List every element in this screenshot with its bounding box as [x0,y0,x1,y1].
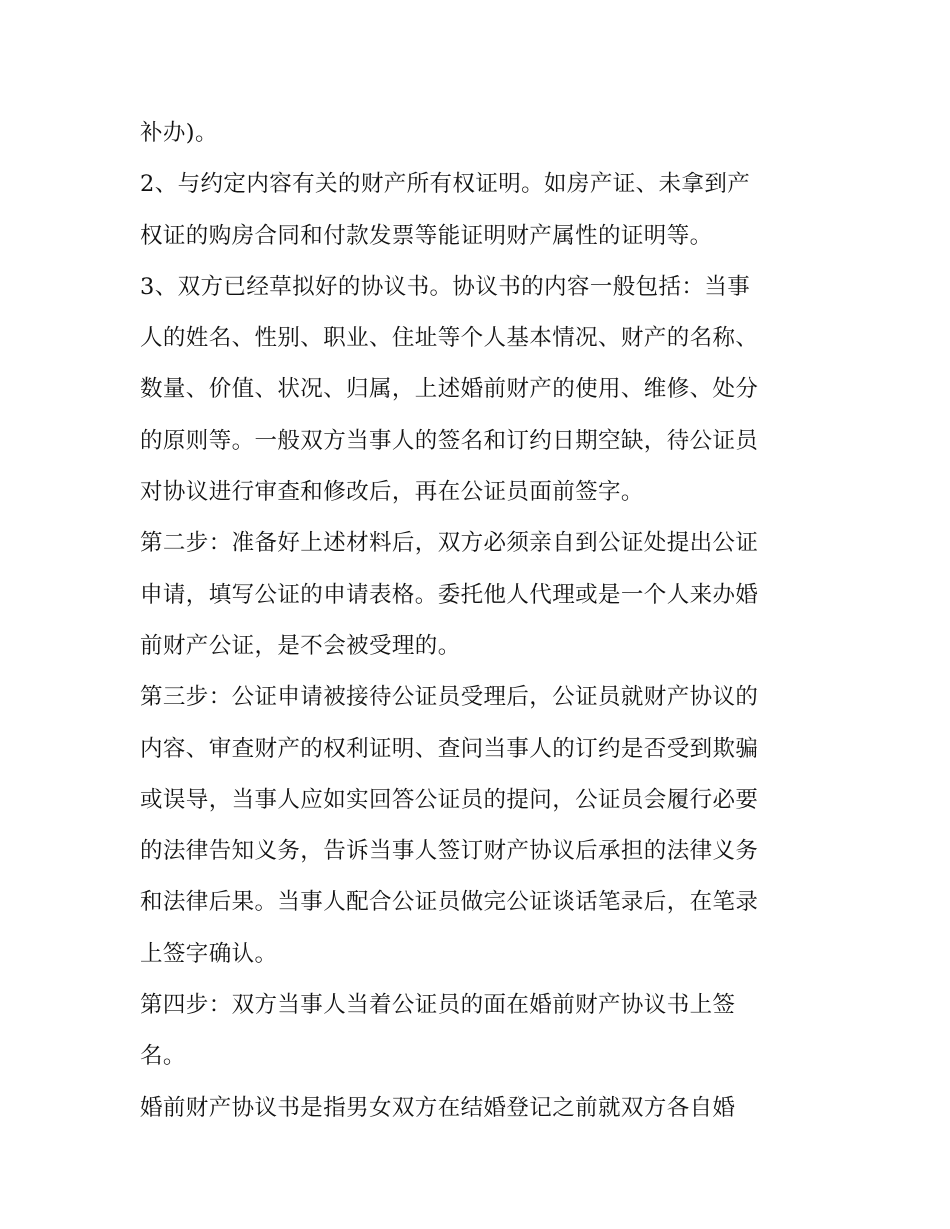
text-line: 上签字确认。 [140,940,278,967]
text-line: 权证的购房合同和付款发票等能证明财产属性的证明等。 [140,222,713,249]
text-line: 和法律后果。当事人配合公证员做完公证谈话笔录后，在笔录 [140,889,759,916]
text-line: 第二步：准备好上述材料后，双方必须亲自到公证处提出公证 [140,530,759,557]
text-line: 婚前财产协议书是指男女双方在结婚登记之前就双方各自婚 [140,1094,736,1121]
text-line: 人的姓名、性别、职业、住址等个人基本情况、财产的名称、 [140,325,759,352]
text-line: 第四步：双方当事人当着公证员的面在婚前财产协议书上签 [140,992,736,1019]
text-line: 或误导，当事人应如实回答公证员的提问，公证员会履行必要 [140,786,759,813]
text-line: 前财产公证，是不会被受理的。 [140,632,461,659]
text-line: 数量、价值、状况、归属，上述婚前财产的使用、维修、处分 [140,376,759,403]
document-body [140,108,820,1134]
text-line: 3、双方已经草拟好的协议书。协议书的内容一般包括：当事 [140,273,751,300]
text-line: 名。 [140,1043,186,1070]
text-line: 内容、审查财产的权利证明、查问当事人的订约是否受到欺骗 [140,735,759,762]
text-line: 申请，填写公证的申请表格。委托他人代理或是一个人来办婚 [140,581,759,608]
text-line: 第三步：公证申请被接待公证员受理后，公证员就财产协议的 [140,684,759,711]
text-line: 对协议进行审查和修改后，再在公证员面前签字。 [140,479,644,506]
text-line: 的法律告知义务，告诉当事人签订财产协议后承担的法律义务 [140,838,759,865]
text-line: 的原则等。一般双方当事人的签名和订约日期空缺，待公证员 [140,427,759,454]
text-line: 2、与约定内容有关的财产所有权证明。如房产证、未拿到产 [140,171,751,198]
text-line: 补办)。 [140,120,218,146]
